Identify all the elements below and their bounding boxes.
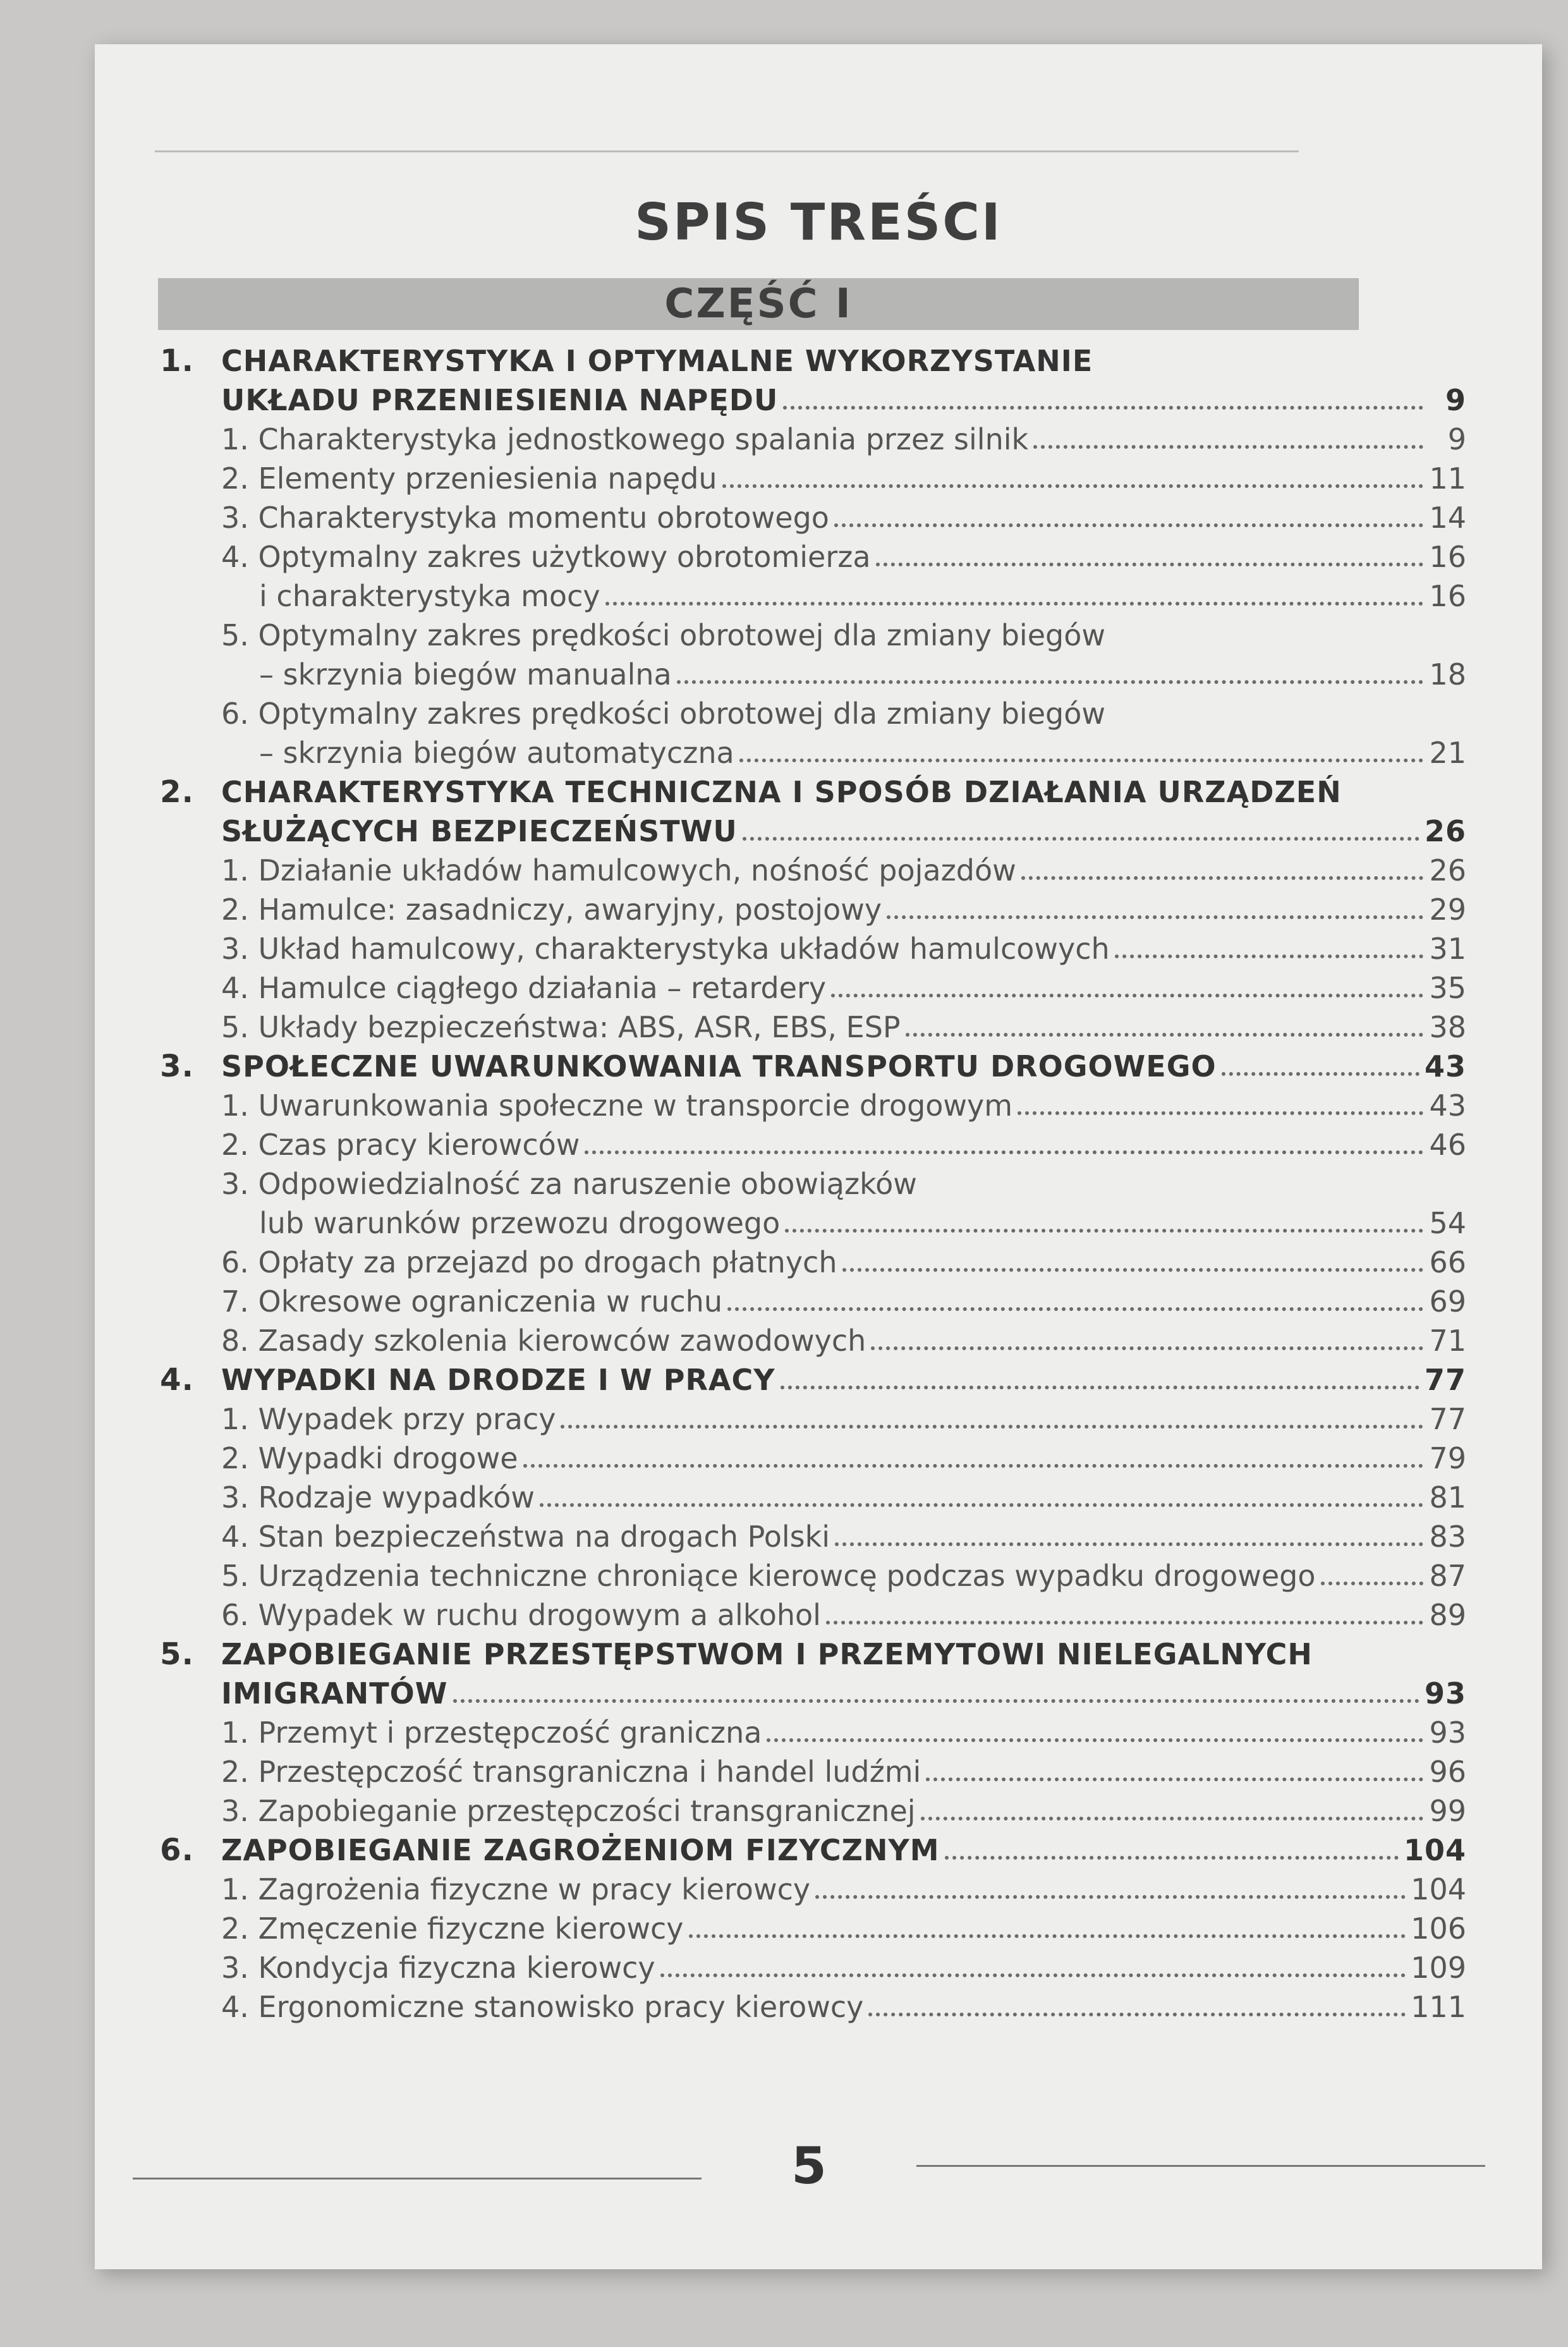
toc-entry-text: 1. Charakterystyka jednostkowego spalania przez silnik	[221, 422, 1029, 456]
toc-entry-text: 2. Zmęczenie fizyczne kierowcy	[221, 1911, 684, 1946]
toc-entry	[133, 1556, 1466, 1595]
chapter-number: 6.	[160, 1832, 194, 1868]
toc-entry-page: 99	[1429, 1794, 1466, 1828]
toc-entry	[133, 1243, 1466, 1282]
toc-entry-page: 96	[1429, 1755, 1466, 1789]
chapter-number: 1.	[160, 343, 194, 379]
leader-dots	[831, 994, 1423, 997]
toc-entry-page: 9	[1447, 422, 1466, 456]
book-page	[95, 44, 1542, 2269]
toc-entry-page: 71	[1429, 1324, 1466, 1358]
toc-entry	[133, 851, 1466, 890]
toc-entry	[133, 1517, 1466, 1556]
leader-dots	[660, 1973, 1406, 1977]
toc-entry-page: 14	[1429, 501, 1466, 535]
toc-entry-text: 1. Działanie układów hamulcowych, nośność pojazdów	[221, 853, 1016, 887]
toc-entry-page: 111	[1411, 1990, 1466, 2024]
page-number: 5	[791, 2137, 827, 2195]
toc-entry	[133, 498, 1466, 537]
chapter-title: CHARAKTERYSTYKA TECHNICZNA I SPOSÓB DZIAŁANIA URZĄDZEŃ	[221, 775, 1342, 809]
toc-entry-text: 3. Kondycja fizyczna kierowcy	[221, 1951, 655, 1985]
toc-entry	[133, 576, 1466, 616]
toc-entry-text: 2. Elementy przeniesienia napędu	[221, 461, 717, 496]
chapter-page: 9	[1445, 383, 1466, 417]
leader-dots	[689, 1934, 1406, 1938]
toc-entry-page: 66	[1429, 1245, 1466, 1279]
chapter-title-cont: IMIGRANTÓW	[221, 1676, 448, 1710]
chapter-page: 43	[1424, 1049, 1466, 1083]
toc-entry-text: 2. Wypadki drogowe	[221, 1441, 518, 1475]
toc-entry-page: 89	[1429, 1598, 1466, 1632]
leader-dots	[868, 2013, 1406, 2016]
chapter-title: ZAPOBIEGANIE ZAGROŻENIOM FIZYCZNYM	[221, 1833, 940, 1867]
chapter-heading	[133, 772, 1466, 812]
toc-entry-text: 1. Przemyt i przestępczość graniczna	[221, 1716, 762, 1750]
chapter-heading-cont	[133, 381, 1466, 420]
chapter-heading	[133, 1360, 1466, 1399]
toc-entry-text: 3. Zapobieganie przestępczości transgranicznej	[221, 1794, 916, 1828]
toc-entry-page: 54	[1429, 1206, 1466, 1240]
toc-entry-page: 104	[1411, 1872, 1466, 1906]
leader-dots	[1321, 1582, 1423, 1585]
toc-entry-page: 81	[1429, 1480, 1466, 1515]
chapter-number: 3.	[160, 1049, 194, 1084]
toc-entry	[133, 1870, 1466, 1909]
leader-dots	[1021, 876, 1423, 880]
toc-entry	[133, 929, 1466, 968]
toc-entry-text: 1. Zagrożenia fizyczne w pracy kierowcy	[221, 1872, 811, 1906]
chapter-title: CHARAKTERYSTYKA I OPTYMALNE WYKORZYSTANIE	[221, 344, 1093, 378]
chapter-number: 2.	[160, 774, 194, 810]
toc-entry	[133, 733, 1466, 772]
toc-entry-text: 1. Uwarunkowania społeczne w transporcie drogowym	[221, 1088, 1013, 1123]
toc-entry	[133, 694, 1466, 733]
toc-entry	[133, 1086, 1466, 1125]
leader-dots	[781, 1386, 1419, 1389]
toc-entry-text: 3. Rodzaje wypadków	[221, 1480, 535, 1515]
leader-dots	[834, 523, 1423, 527]
toc-entry-page: 83	[1429, 1520, 1466, 1554]
toc-entry-page: 38	[1429, 1010, 1466, 1044]
leader-dots	[785, 1229, 1423, 1233]
toc-entry	[133, 420, 1466, 459]
toc-entry-text: 6. Opłaty za przejazd po drogach płatnych	[221, 1245, 837, 1279]
toc-entry	[133, 1204, 1466, 1243]
toc-entry	[133, 1478, 1466, 1517]
toc-entry-page: 46	[1429, 1128, 1466, 1162]
toc-entry-text: 3. Odpowiedzialność za naruszenie obowiązków	[221, 1167, 917, 1201]
toc-entry	[133, 459, 1466, 498]
footer-rule-right	[916, 2165, 1485, 2167]
leader-dots	[453, 1699, 1419, 1703]
toc-entry	[133, 1321, 1466, 1360]
toc-entry	[133, 1399, 1466, 1439]
toc-entry	[133, 1987, 1466, 2027]
leader-dots	[540, 1503, 1423, 1507]
leader-dots	[887, 915, 1423, 919]
toc-entry	[133, 968, 1466, 1008]
toc-entry-page: 26	[1429, 853, 1466, 887]
chapter-page: 26	[1424, 814, 1466, 848]
leader-dots	[1033, 445, 1423, 449]
leader-dots	[677, 680, 1423, 684]
chapter-title: SPOŁECZNE UWARUNKOWANIA TRANSPORTU DROGOWEGO	[221, 1049, 1217, 1083]
leader-dots	[523, 1464, 1423, 1468]
toc-entry	[133, 890, 1466, 929]
chapter-title: ZAPOBIEGANIE PRZESTĘPSTWOM I PRZEMYTOWI NIELEGALNYCH	[221, 1637, 1313, 1671]
toc-entry-text: 8. Zasady szkolenia kierowców zawodowych	[221, 1324, 866, 1358]
toc-entry-page: 29	[1429, 893, 1466, 927]
toc-entry-text: 4. Optymalny zakres użytkowy obrotomierza	[221, 540, 871, 574]
toc-entry-page: 11	[1429, 461, 1466, 496]
chapter-number: 5.	[160, 1637, 194, 1672]
toc-entry	[133, 1595, 1466, 1635]
toc-entry-page: 87	[1429, 1559, 1466, 1593]
toc-entry-text: lub warunków przewozu drogowego	[259, 1206, 781, 1240]
leader-dots	[739, 759, 1423, 762]
toc-entry-page: 43	[1429, 1088, 1466, 1123]
page-title: SPIS TREŚCI	[635, 193, 1002, 252]
toc-entry-page: 109	[1411, 1951, 1466, 1985]
toc-entry-text: 5. Urządzenia techniczne chroniące kierowcę podczas wypadku drogowego	[221, 1559, 1316, 1593]
toc-entry	[133, 1125, 1466, 1164]
leader-dots	[1115, 954, 1423, 958]
part-label: CZĘŚĆ I	[664, 281, 853, 327]
leader-dots	[945, 1856, 1399, 1860]
toc-entry-text: 3. Układ hamulcowy, charakterystyka układów hamulcowych	[221, 932, 1110, 966]
chapter-number: 4.	[160, 1362, 194, 1398]
toc-entry-page: 93	[1429, 1716, 1466, 1750]
toc-entry	[133, 1164, 1466, 1204]
toc-entry-page: 16	[1429, 540, 1466, 574]
toc-entry-text: 5. Układy bezpieczeństwa: ABS, ASR, EBS, ESP	[221, 1010, 901, 1044]
leader-dots	[767, 1738, 1423, 1742]
toc-entry-text: 6. Optymalny zakres prędkości obrotowej dla zmiany biegów	[221, 697, 1105, 731]
toc-entry-page: 21	[1429, 736, 1466, 770]
toc-entry-text: 4. Hamulce ciągłego działania – retardery	[221, 971, 827, 1005]
chapter-title-cont: SŁUŻĄCYCH BEZPIECZEŃSTWU	[221, 814, 738, 848]
footer-rule-left	[133, 2178, 702, 2179]
chapter-title: WYPADKI NA DRODZE I W PRACY	[221, 1363, 775, 1397]
toc-entry	[133, 1948, 1466, 1987]
leader-dots	[727, 1307, 1423, 1311]
toc-entry	[133, 655, 1466, 694]
toc-entry	[133, 616, 1466, 655]
leader-dots	[1018, 1111, 1423, 1115]
leader-dots	[783, 406, 1423, 410]
table-of-contents	[133, 341, 1466, 2027]
toc-entry-page: 31	[1429, 932, 1466, 966]
leader-dots	[605, 602, 1423, 606]
chapter-heading	[133, 341, 1466, 381]
leader-dots	[815, 1895, 1406, 1899]
chapter-page: 104	[1403, 1833, 1466, 1867]
toc-entry-page: 77	[1429, 1402, 1466, 1436]
toc-entry-page: 69	[1429, 1284, 1466, 1319]
leader-dots	[1222, 1072, 1419, 1076]
leader-dots	[876, 563, 1423, 566]
part-header	[158, 278, 1359, 330]
leader-dots	[722, 484, 1423, 488]
toc-entry-text: 5. Optymalny zakres prędkości obrotowej dla zmiany biegów	[221, 618, 1105, 652]
toc-entry-page: 106	[1411, 1911, 1466, 1946]
toc-entry-text: 6. Wypadek w ruchu drogowym a alkohol	[221, 1598, 821, 1632]
leader-dots	[921, 1817, 1423, 1820]
toc-entry-text: i charakterystyka mocy	[259, 579, 600, 613]
toc-entry	[133, 1008, 1466, 1047]
toc-entry-text: 2. Hamulce: zasadniczy, awaryjny, postojowy	[221, 893, 882, 927]
toc-entry-text: 2. Czas pracy kierowców	[221, 1128, 580, 1162]
toc-entry-page: 79	[1429, 1441, 1466, 1475]
leader-dots	[561, 1425, 1423, 1429]
toc-entry	[133, 1439, 1466, 1478]
toc-entry-text: 7. Okresowe ograniczenia w ruchu	[221, 1284, 722, 1319]
toc-entry	[133, 1713, 1466, 1752]
leader-dots	[826, 1621, 1423, 1625]
toc-entry	[133, 1282, 1466, 1321]
toc-entry-page: 35	[1429, 971, 1466, 1005]
toc-entry	[133, 1909, 1466, 1948]
chapter-page: 93	[1424, 1676, 1466, 1710]
leader-dots	[585, 1150, 1423, 1154]
leader-dots	[906, 1033, 1423, 1037]
toc-entry	[133, 537, 1466, 576]
toc-entry-page: 16	[1429, 579, 1466, 613]
chapter-heading-cont	[133, 812, 1466, 851]
toc-entry-text: 3. Charakterystyka momentu obrotowego	[221, 501, 829, 535]
chapter-heading	[133, 1635, 1466, 1674]
leader-dots	[842, 1268, 1424, 1272]
toc-entry-text: 4. Stan bezpieczeństwa na drogach Polski	[221, 1520, 830, 1554]
leader-dots	[871, 1346, 1423, 1350]
toc-entry-text: 2. Przestępczość transgraniczna i handel ludźmi	[221, 1755, 921, 1789]
toc-entry	[133, 1752, 1466, 1791]
chapter-page: 77	[1424, 1363, 1466, 1397]
leader-dots	[743, 837, 1419, 841]
chapter-heading	[133, 1831, 1466, 1870]
top-rule	[155, 150, 1299, 152]
chapter-title-cont: UKŁADU PRZENIESIENIA NAPĘDU	[221, 383, 779, 417]
toc-entry-text: 4. Ergonomiczne stanowisko pracy kierowcy	[221, 1990, 864, 2024]
toc-entry-page: 18	[1429, 657, 1466, 692]
toc-entry-text: – skrzynia biegów manualna	[259, 657, 672, 692]
leader-dots	[835, 1542, 1423, 1546]
chapter-heading-cont	[133, 1674, 1466, 1713]
leader-dots	[926, 1777, 1423, 1781]
toc-entry	[133, 1791, 1466, 1831]
toc-entry-text: 1. Wypadek przy pracy	[221, 1402, 556, 1436]
toc-entry-text: – skrzynia biegów automatyczna	[259, 736, 734, 770]
chapter-heading	[133, 1047, 1466, 1086]
